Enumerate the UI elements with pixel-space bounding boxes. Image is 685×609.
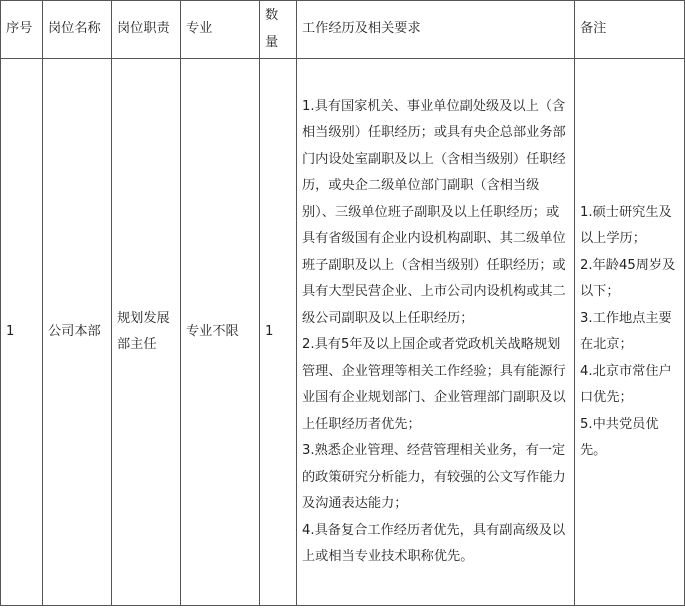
header-seq: 序号 bbox=[1, 1, 43, 59]
header-major: 专业 bbox=[181, 1, 260, 59]
requirement-item: 1.具有国家机关、事业单位副处级及以上（含相当级别）任职经历；或具有央企总部业务部门内设处室副职及以上（含相当级别）任职经历，或央企二级单位部门副职（含相当级别）、三级单位班子副职及以上任职经历；或具有省级国有企业内设机构副职、其二级单位班子副职及以上（含相当级别）任职经历；或具有大型民营企业、上市公司内设机构或其二级公司副职及以上任职经历； bbox=[302, 98, 566, 326]
cell-count: 1 bbox=[260, 59, 297, 606]
cell-requirements bbox=[297, 59, 575, 606]
header-position-name: 岗位名称 bbox=[43, 1, 112, 59]
remark-item: 3.工作地点主要在北京； bbox=[580, 310, 672, 352]
cell-seq: 1 bbox=[1, 59, 43, 606]
cell-position-name: 公司本部 bbox=[43, 59, 112, 606]
cell-duty: 规划发展部主任 bbox=[112, 59, 181, 606]
header-row bbox=[1, 1, 685, 59]
requirement-item: 3.熟悉企业管理、经营管理相关业务，有一定的政策研究分析能力，有较强的公文写作能力及沟通表达能力； bbox=[302, 443, 566, 511]
requirement-item: 4.具备复合工作经历者优先，具有副高级及以上或相当专业技术职称优先。 bbox=[302, 522, 566, 564]
header-requirements: 工作经历及相关要求 bbox=[297, 1, 575, 59]
remark-item: 1.硕士研究生及以上学历； bbox=[580, 204, 672, 246]
remark-item: 4.北京市常住户口优先； bbox=[580, 363, 672, 405]
header-duty: 岗位职责 bbox=[112, 1, 181, 59]
cell-remarks bbox=[575, 59, 685, 606]
remark-item: 2.年龄45周岁及以下； bbox=[580, 257, 676, 299]
cell-major: 专业不限 bbox=[181, 59, 260, 606]
header-remarks: 备注 bbox=[575, 1, 685, 59]
header-count: 数量 bbox=[260, 1, 297, 59]
requirement-item: 2.具有5年及以上国企或者党政机关战略规划管理、企业管理等相关工作经验；具有能源行业国有企业规划部门、企业管理部门副职及以上任职经历者优先； bbox=[302, 337, 566, 432]
table-row bbox=[1, 59, 685, 606]
remark-item: 5.中共党员优先。 bbox=[580, 416, 659, 458]
